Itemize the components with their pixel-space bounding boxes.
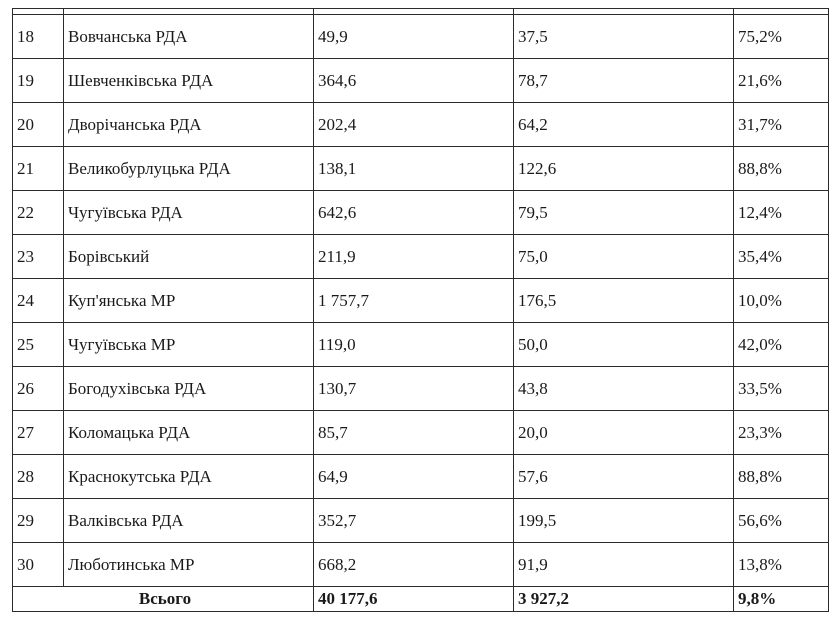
row-percent: 10,0% <box>734 279 829 323</box>
row-percent: 75,2% <box>734 15 829 59</box>
table-row <box>13 191 829 235</box>
row-percent: 42,0% <box>734 323 829 367</box>
row-percent: 13,8% <box>734 543 829 587</box>
row-name: Куп'янська МР <box>64 279 314 323</box>
row-number: 22 <box>13 191 64 235</box>
row-percent: 56,6% <box>734 499 829 543</box>
table-row <box>13 279 829 323</box>
row-name: Краснокутська РДА <box>64 455 314 499</box>
row-number: 24 <box>13 279 64 323</box>
row-value-2: 57,6 <box>514 455 734 499</box>
row-number: 28 <box>13 455 64 499</box>
table-row <box>13 499 829 543</box>
row-name: Вовчанська РДА <box>64 15 314 59</box>
row-value-1: 119,0 <box>314 323 514 367</box>
row-value-2: 50,0 <box>514 323 734 367</box>
total-value-2: 3 927,2 <box>514 587 734 612</box>
row-name: Великобурлуцька РДА <box>64 147 314 191</box>
row-value-1: 202,4 <box>314 103 514 147</box>
row-name: Богодухівська РДА <box>64 367 314 411</box>
row-name: Люботинська МР <box>64 543 314 587</box>
row-value-1: 364,6 <box>314 59 514 103</box>
total-row <box>13 587 829 612</box>
row-number: 27 <box>13 411 64 455</box>
row-value-2: 64,2 <box>514 103 734 147</box>
row-number: 18 <box>13 15 64 59</box>
total-value-1: 40 177,6 <box>314 587 514 612</box>
data-table <box>12 8 829 612</box>
row-value-1: 49,9 <box>314 15 514 59</box>
row-value-1: 85,7 <box>314 411 514 455</box>
row-percent: 88,8% <box>734 147 829 191</box>
row-value-1: 64,9 <box>314 455 514 499</box>
table-row <box>13 103 829 147</box>
row-value-2: 20,0 <box>514 411 734 455</box>
row-value-1: 138,1 <box>314 147 514 191</box>
table-row <box>13 323 829 367</box>
row-value-2: 91,9 <box>514 543 734 587</box>
row-number: 29 <box>13 499 64 543</box>
table-body <box>13 9 829 587</box>
row-value-1: 211,9 <box>314 235 514 279</box>
row-percent: 21,6% <box>734 59 829 103</box>
row-number: 30 <box>13 543 64 587</box>
row-value-2: 78,7 <box>514 59 734 103</box>
row-percent: 23,3% <box>734 411 829 455</box>
table-row <box>13 367 829 411</box>
row-number: 25 <box>13 323 64 367</box>
row-value-1: 642,6 <box>314 191 514 235</box>
row-name: Коломацька РДА <box>64 411 314 455</box>
row-name: Валківська РДА <box>64 499 314 543</box>
row-percent: 33,5% <box>734 367 829 411</box>
row-value-1: 1 757,7 <box>314 279 514 323</box>
row-number: 26 <box>13 367 64 411</box>
row-value-2: 75,0 <box>514 235 734 279</box>
row-value-2: 199,5 <box>514 499 734 543</box>
row-percent: 88,8% <box>734 455 829 499</box>
row-value-2: 37,5 <box>514 15 734 59</box>
row-number: 20 <box>13 103 64 147</box>
table-row <box>13 455 829 499</box>
total-label: Всього <box>13 587 314 612</box>
row-value-2: 176,5 <box>514 279 734 323</box>
table-row <box>13 59 829 103</box>
row-number: 19 <box>13 59 64 103</box>
row-number: 23 <box>13 235 64 279</box>
row-value-1: 668,2 <box>314 543 514 587</box>
table-row <box>13 147 829 191</box>
table-row <box>13 15 829 59</box>
row-value-2: 79,5 <box>514 191 734 235</box>
row-name: Чугуївська РДА <box>64 191 314 235</box>
row-name: Борівський <box>64 235 314 279</box>
table-row <box>13 235 829 279</box>
table-row <box>13 411 829 455</box>
row-value-1: 352,7 <box>314 499 514 543</box>
table-row <box>13 543 829 587</box>
row-percent: 31,7% <box>734 103 829 147</box>
row-name: Дворічанська РДА <box>64 103 314 147</box>
row-value-2: 43,8 <box>514 367 734 411</box>
row-name: Чугуївська МР <box>64 323 314 367</box>
row-value-2: 122,6 <box>514 147 734 191</box>
row-number: 21 <box>13 147 64 191</box>
row-value-1: 130,7 <box>314 367 514 411</box>
row-percent: 35,4% <box>734 235 829 279</box>
row-percent: 12,4% <box>734 191 829 235</box>
row-name: Шевченківська РДА <box>64 59 314 103</box>
total-percent: 9,8% <box>734 587 829 612</box>
